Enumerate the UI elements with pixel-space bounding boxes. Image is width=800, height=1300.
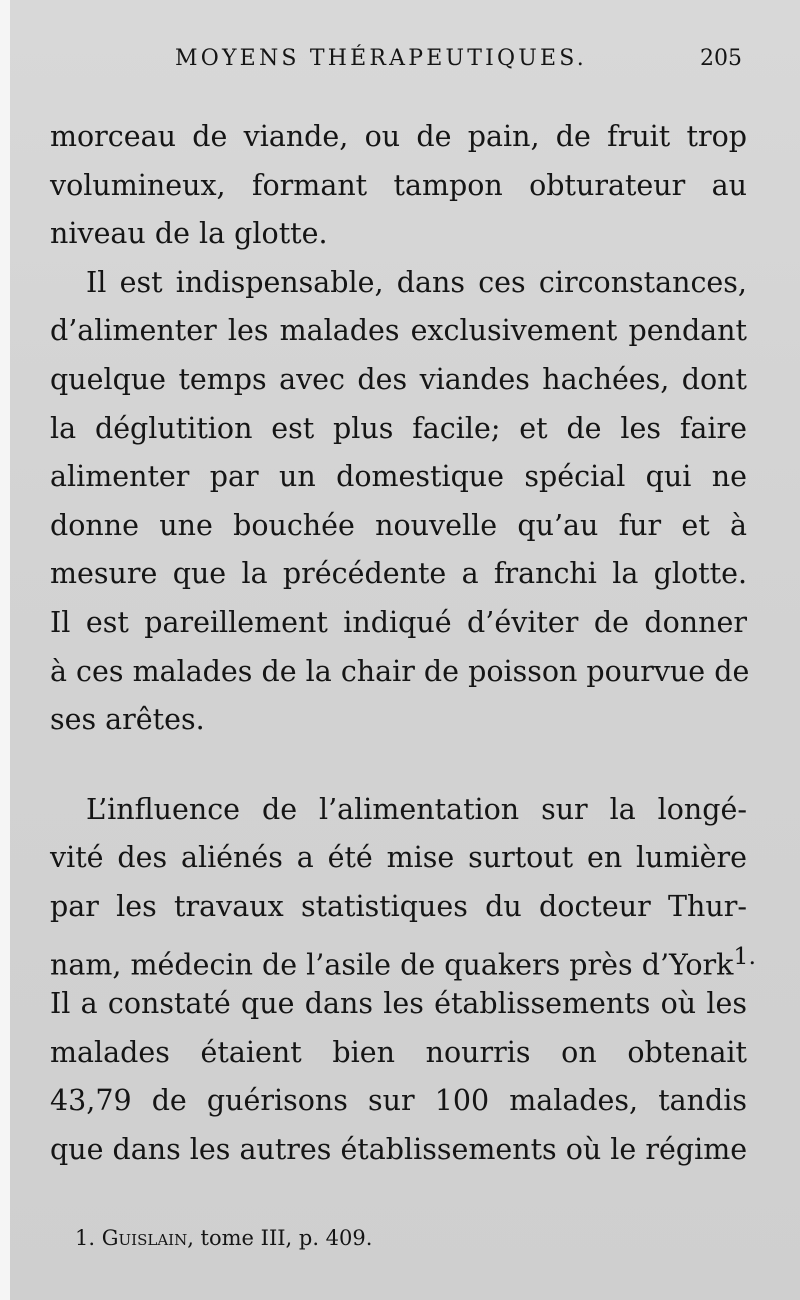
text-line: malades étaient bien nourris on obtenait — [50, 1035, 747, 1069]
text-line: quelque temps avec des viandes hachées, dont — [50, 362, 747, 396]
paragraph-2 — [50, 259, 750, 745]
paragraph-spacer — [50, 745, 747, 786]
paragraph-1 — [50, 113, 747, 259]
footnote — [75, 1226, 372, 1250]
text-line: que dans les autres établissements où le régime — [50, 1132, 748, 1166]
text-line: niveau de la glotte. — [50, 217, 328, 251]
text-line: L’influence de l’alimentation sur la longé- — [86, 792, 747, 826]
text-line: d’alimenter les malades exclusivement pendant — [50, 314, 747, 348]
text-line: par les travaux statistiques du docteur Thur- — [50, 889, 747, 923]
running-title: MOYENS THÉRAPEUTIQUES. — [175, 46, 587, 71]
body-text — [50, 113, 757, 1174]
footnote-number: 1. — [75, 1226, 96, 1250]
text-line: volumineux, formant tampon obturateur au — [50, 168, 747, 202]
footnote-author: Guislain — [101, 1226, 188, 1250]
text-line: ses arêtes. — [50, 703, 205, 737]
text-line: à ces malades de la chair de poisson pourvue de — [50, 654, 750, 688]
page-header — [0, 46, 800, 80]
text-line-with-note — [50, 932, 757, 981]
text-line: vité des aliénés a été mise surtout en lumière — [50, 841, 747, 875]
text-line: Il a constaté que dans les établissements où les — [50, 987, 747, 1021]
text-line-content: nam, médecin de l’asile de quakers près d’York — [50, 948, 734, 981]
footnote-text: , tome III, p. 409. — [187, 1226, 373, 1250]
page-number: 205 — [700, 46, 742, 71]
paragraph-3 — [50, 786, 757, 1175]
footnote-reference: 1. — [733, 941, 757, 970]
text-line: donne une bouchée nouvelle qu’au fur et à — [50, 508, 747, 542]
text-line: morceau de viande, ou de pain, de fruit trop — [50, 120, 747, 153]
text-line: 43,79 de guérisons sur 100 malades, tandis — [50, 1084, 747, 1118]
text-line: Il est indispensable, dans ces circonstances, — [86, 265, 747, 299]
text-line: Il est pareillement indiqué d’éviter de donner — [50, 605, 747, 639]
text-line: alimenter par un domestique spécial qui ne — [50, 460, 747, 494]
page-margin-edge — [0, 0, 10, 1300]
text-line: mesure que la précédente a franchi la glotte. — [50, 557, 747, 591]
text-line: la déglutition est plus facile; et de les faire — [50, 411, 747, 445]
